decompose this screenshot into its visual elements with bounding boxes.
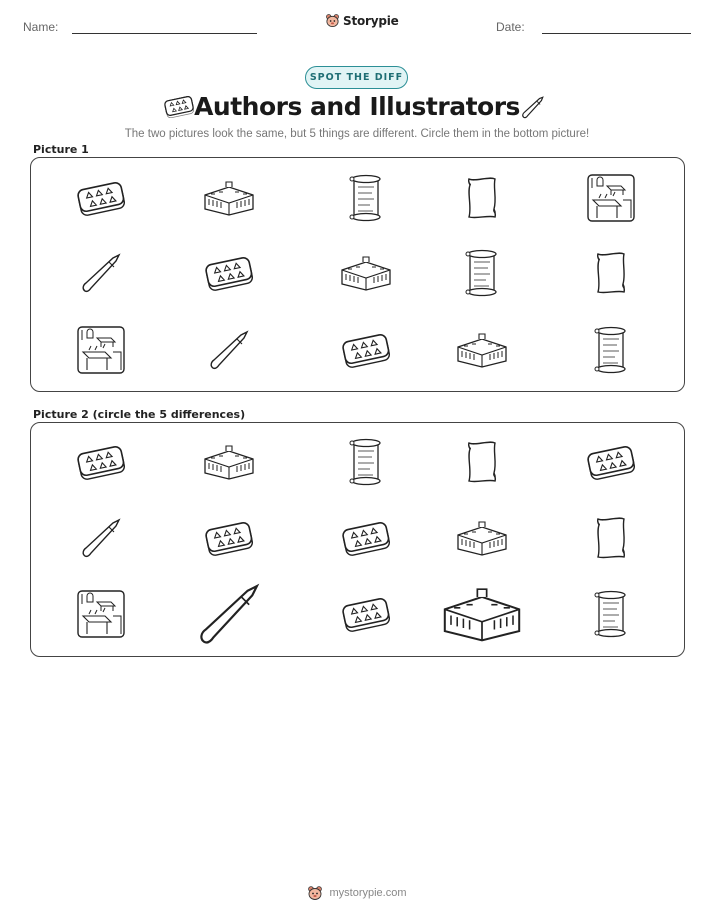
parchment-icon [452, 170, 512, 226]
pen-nib-icon[interactable] [71, 510, 131, 566]
parchment-icon [581, 245, 641, 301]
scroll-icon [336, 170, 396, 226]
scroll-icon[interactable] [336, 434, 396, 490]
paint-palette-icon [199, 245, 259, 301]
classroom-desks-icon[interactable] [71, 586, 131, 642]
paint-palette-icon [336, 322, 396, 378]
classroom-desks-icon [71, 322, 131, 378]
parchment-icon[interactable] [581, 510, 641, 566]
pen-nib-icon [199, 322, 259, 378]
paint-palette-icon[interactable] [199, 510, 259, 566]
library-building-icon[interactable] [199, 434, 259, 490]
classroom-desks-icon [581, 170, 641, 226]
spot-the-diff-badge: SPOT THE DIFF [305, 66, 408, 89]
pen-nib-icon [519, 94, 547, 125]
picture-2-label: Picture 2 (circle the 5 differences) [33, 408, 246, 421]
date-field[interactable] [542, 33, 691, 34]
parchment-icon[interactable] [452, 434, 512, 490]
pen-nib-icon[interactable] [199, 586, 259, 642]
paint-palette-icon [71, 170, 131, 226]
brand-name: Storypie [343, 13, 399, 28]
library-building-icon [199, 170, 259, 226]
footer [0, 885, 714, 901]
library-building-icon [452, 322, 512, 378]
library-building-icon [336, 245, 396, 301]
instructions-text: The two pictures look the same, but 5 things are different. Circle them in the bottom picture! [124, 128, 590, 140]
scroll-icon [452, 245, 512, 301]
storypie-mascot-icon [307, 885, 323, 901]
library-building-icon[interactable] [452, 586, 512, 642]
name-field[interactable] [72, 33, 257, 34]
library-building-icon[interactable] [452, 510, 512, 566]
paint-palette-icon[interactable] [581, 434, 641, 490]
pen-nib-icon [71, 245, 131, 301]
brand-logo [325, 13, 399, 28]
footer-url: mystorypie.com [329, 887, 407, 899]
storypie-mascot-icon [325, 13, 340, 28]
paint-palette-icon[interactable] [71, 434, 131, 490]
scroll-icon[interactable] [581, 586, 641, 642]
page-title: Authors and Illustrators [194, 92, 520, 121]
picture-1-label: Picture 1 [33, 143, 89, 156]
paint-palette-icon[interactable] [336, 510, 396, 566]
name-label: Name: [23, 20, 59, 34]
paint-palette-icon[interactable] [336, 586, 396, 642]
date-label: Date: [496, 20, 525, 34]
scroll-icon [581, 322, 641, 378]
